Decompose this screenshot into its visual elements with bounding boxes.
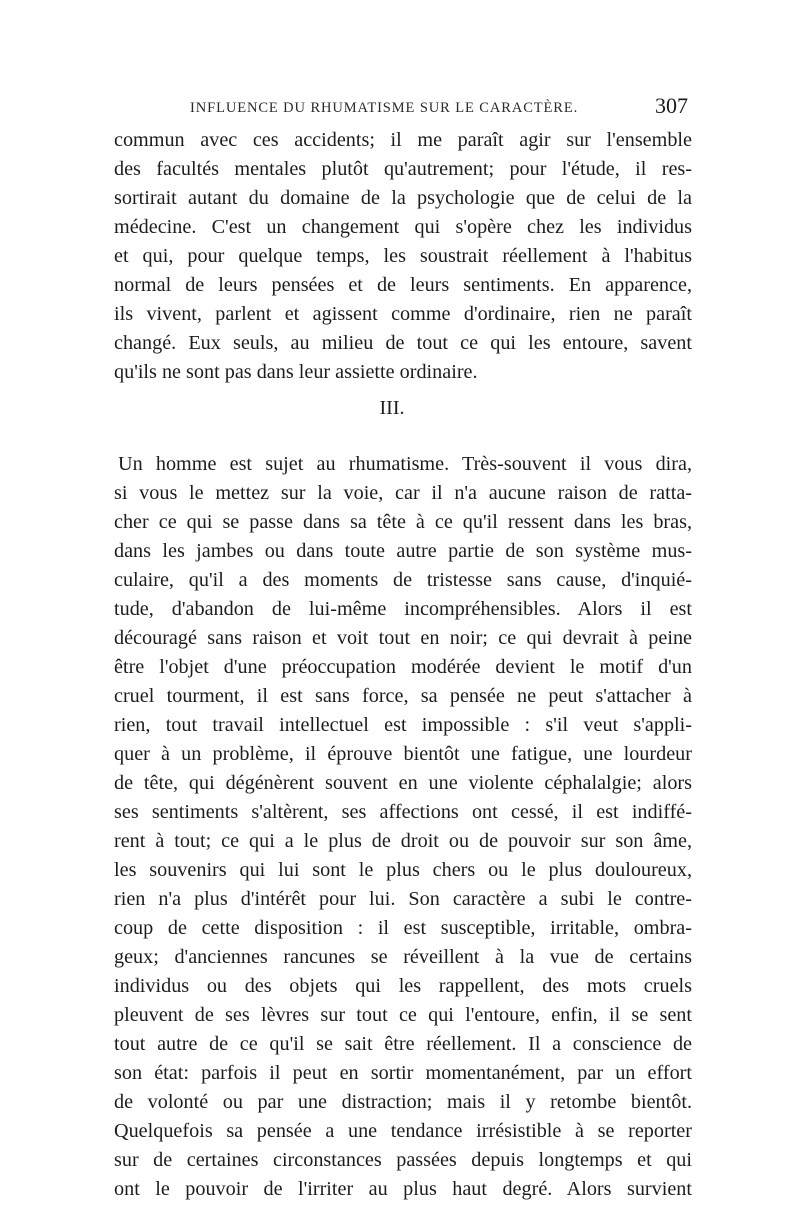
text-line: commun avec ces accidents; il me paraît agir sur l'ensemble	[114, 129, 692, 151]
text-line: découragé sans raison et voit tout en noir; ce qui devrait à peine	[114, 627, 692, 649]
page-number: 307	[655, 93, 688, 118]
text-line: sortirait autant du domaine de la psychologie que de celui de la	[114, 187, 692, 209]
text-line: Quelquefois sa pensée a une tendance irrésistible à se reporter	[114, 1120, 692, 1142]
text-line: ses sentiments s'altèrent, ses affections ont cessé, il est indiffé-	[114, 801, 692, 823]
running-title: INFLUENCE DU RHUMATISME SUR LE CARACTÈRE.	[190, 100, 579, 116]
text-line: geux; d'anciennes rancunes se réveillent à la vue de certains	[114, 946, 692, 968]
text-line: son état: parfois il peut en sortir momentanément, par un effort	[114, 1062, 692, 1084]
text-line: rent à tout; ce qui a le plus de droit ou de pouvoir sur son âme,	[114, 830, 692, 852]
text-line: rien, tout travail intellectuel est impossible : s'il veut s'appli-	[114, 714, 692, 736]
text-line: si vous le mettez sur la voie, car il n'a aucune raison de ratta-	[114, 482, 692, 504]
text-line: quer à un problème, il éprouve bientôt une fatigue, une lourdeur	[114, 743, 692, 765]
text-line: Un homme est sujet au rhumatisme. Très-souvent il vous dira,	[118, 453, 692, 475]
paragraph-continued	[114, 126, 692, 387]
text-line: et qui, pour quelque temps, les soustrait réellement à l'habitus	[114, 245, 692, 267]
text-line: individus ou des objets qui les rappellent, des mots cruels	[114, 975, 692, 997]
text-line: ils vivent, parlent et agissent comme d'ordinaire, rien ne paraît	[114, 303, 692, 325]
text-line: dans les jambes ou dans toute autre partie de son système mus-	[114, 540, 692, 562]
text-line: ont le pouvoir de l'irriter au plus haut degré. Alors survient	[114, 1178, 692, 1200]
text-line: sur de certaines circonstances passées depuis longtemps et qui	[114, 1149, 692, 1171]
text-line: tude, d'abandon de lui-même incompréhensibles. Alors il est	[114, 598, 692, 620]
text-line: culaire, qu'il a des moments de tristesse sans cause, d'inquié-	[114, 569, 692, 591]
text-line: cher ce qui se passe dans sa tête à ce qu'il ressent dans les bras,	[114, 511, 692, 533]
text-line: de volonté ou par une distraction; mais il y retombe bientôt.	[114, 1091, 692, 1113]
text-line: des facultés mentales plutôt qu'autrement; pour l'étude, il res-	[114, 158, 692, 180]
text-line: de tête, qui dégénèrent souvent en une violente céphalalgie; alors	[114, 772, 692, 794]
text-line: tout autre de ce qu'il se sait être réellement. Il a conscience de	[114, 1033, 692, 1055]
running-head	[112, 94, 690, 124]
text-line: rien n'a plus d'intérêt pour lui. Son caractère a subi le contre-	[114, 888, 692, 910]
text-line: normal de leurs pensées et de leurs sentiments. En apparence,	[114, 274, 692, 296]
text-line: médecine. C'est un changement qui s'opère chez les individus	[114, 216, 692, 238]
paragraph-section-iii	[114, 450, 692, 1204]
text-line: être l'objet d'une préoccupation modérée devient le motif d'un	[114, 656, 692, 678]
section-heading: III.	[379, 397, 405, 419]
text-line: pleuvent de ses lèvres sur tout ce qui l'entoure, enfin, il se sent	[114, 1004, 692, 1026]
text-line: changé. Eux seuls, au milieu de tout ce qui les entoure, savent	[114, 332, 692, 354]
text-line: coup de cette disposition : il est susceptible, irritable, ombra-	[114, 917, 692, 939]
text-line: qu'ils ne sont pas dans leur assiette ordinaire.	[114, 361, 478, 383]
text-line: les souvenirs qui lui sont le plus chers ou le plus douloureux,	[114, 859, 692, 881]
text-line: cruel tourment, il est sans force, sa pensée ne peut s'attacher à	[114, 685, 692, 707]
